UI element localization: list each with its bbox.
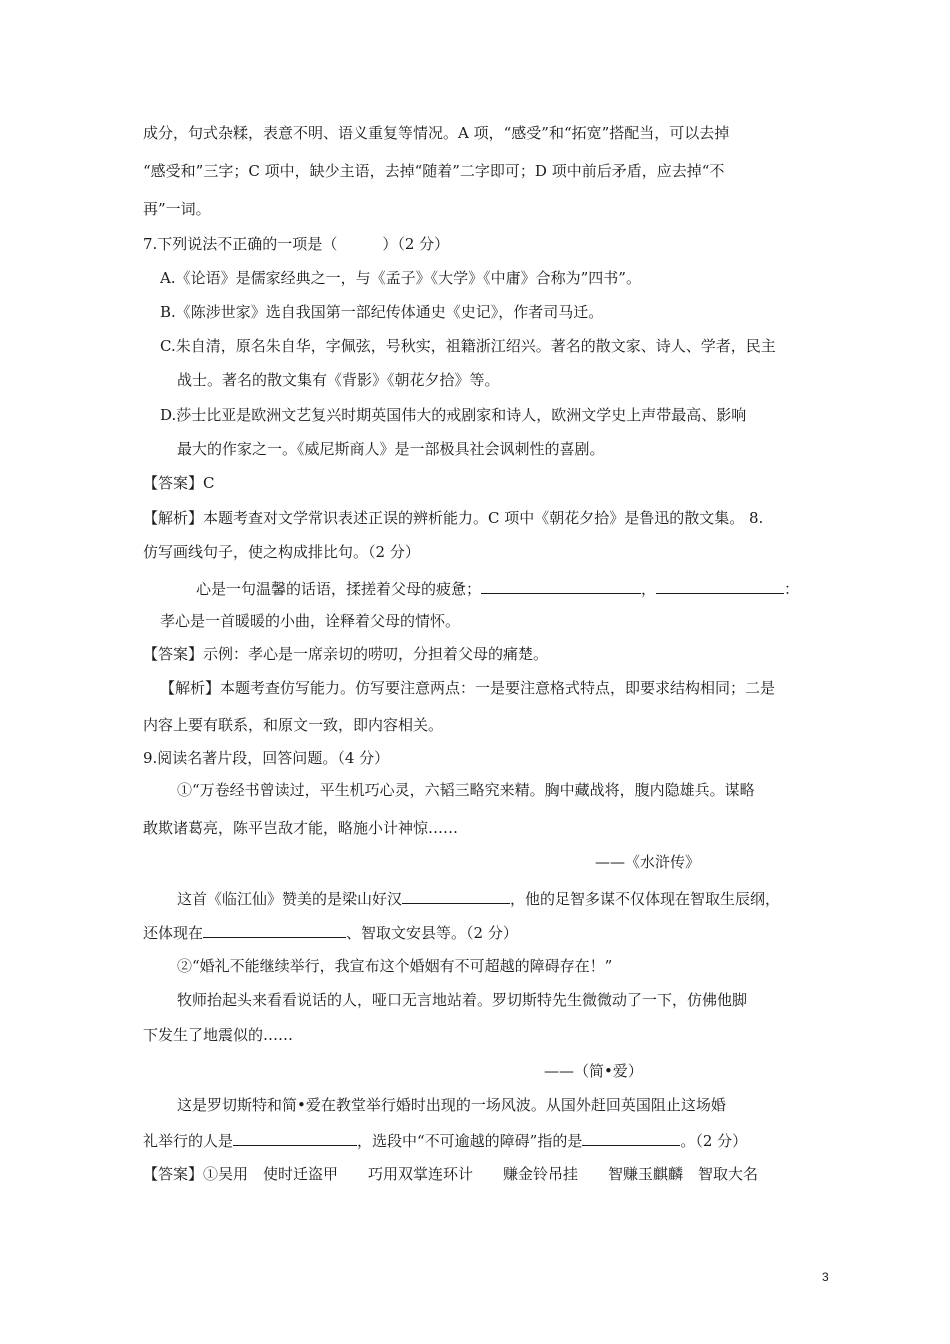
question-text: 还体现在 [143, 924, 204, 942]
excerpt-1-cont: 敢欺诸葛亮，陈平岂敌才能，略施小计神惊…… [143, 819, 459, 837]
excerpt-2-cont: 牧师抬起头来看看说话的人，哑口无言地站着。罗切斯特先生微微动了一下，仿佛他脚 [177, 991, 748, 1009]
question-7: 7.下列说法不正确的一项是（ ）（2 分） [143, 235, 450, 253]
question-text: ，选段中“不可逾越的障碍”指的是 [357, 1132, 583, 1150]
analysis-8: 【解析】本题考查仿写能力。仿写要注意两点：一是要注意格式特点，即要求结构相同；二是 [160, 679, 776, 697]
question-text: 、智取文安县等。（2 分） [346, 924, 518, 942]
question-9: 9.阅读名著片段，回答问题。（4 分） [143, 749, 390, 767]
question-9-1 [177, 888, 780, 909]
comma: ， [641, 580, 657, 598]
imitation-line [196, 578, 799, 599]
option-c-cont: 战士。著名的散文集有《背影》《朝花夕拾》等。 [177, 371, 500, 389]
answer-blank[interactable] [481, 578, 641, 594]
text-line: 孝心是一首暖暖的小曲，诠释着父母的情怀。 [160, 612, 461, 630]
option-b: B.《陈涉世家》选自我国第一部纪传体通史《史记》，作者司马迁。 [160, 303, 604, 321]
question-text: 这首《临江仙》赞美的是梁山好汉 [177, 890, 403, 908]
option-a: A.《论语》是儒家经典之一，与《孟子》《大学》《中庸》合称为”四书”。 [160, 269, 641, 287]
answer-blank[interactable] [582, 1130, 680, 1146]
answer-blank[interactable] [402, 888, 510, 904]
excerpt-2: ②“婚礼不能继续举行，我宣布这个婚姻有不可超越的障碍存在！” [177, 957, 613, 975]
option-d: D.莎士比亚是欧洲文艺复兴时期英国伟大的戒剧家和诗人，欧洲文学史上声带最高、影响 [160, 406, 747, 424]
source-shuihu: ——《水浒传》 [595, 853, 701, 871]
answer-7: 【答案】C [143, 474, 215, 492]
analysis-7: 【解析】本题考查对文学常识表述正误的辨析能力。C 项中《朝花夕拾》是鲁迅的散文集。 8. [143, 509, 764, 527]
option-c: C.朱自清，原名朱自华，字佩弦，号秋实，祖籍浙江绍兴。著名的散文家、诗人、学者，民主 [160, 337, 776, 355]
text-line: 下发生了地震似的…… [143, 1026, 294, 1044]
colon: ： [784, 580, 800, 598]
text-line: 内容上要有联系，和原文一致，即内容相关。 [143, 716, 444, 734]
text-line: 成分，句式杂糅，表意不明、语义重复等情况。A 项，“感受”和“拓宽”搭配当，可以去掉 [143, 124, 730, 142]
text-line: “感受和”三字；C 项中，缺少主语，去掉“随着”二字即可；D 项中前后矛盾，应去掉“不 [143, 162, 725, 180]
question-9-2-cont [143, 1130, 747, 1151]
source-jane-eyre: ——（简•爱） [544, 1062, 643, 1080]
question-9-2: 这是罗切斯特和简•爱在教堂举行婚时出现的一场风波。从国外赶回英国阻止这场婚 [177, 1096, 726, 1114]
page-number: 3 [822, 1270, 829, 1284]
question-9-1-cont [143, 922, 518, 943]
excerpt-1: ①“万卷经书曾读过，平生机巧心灵，六韬三略究来精。胸中藏战将，腹内隐雄兵。谋略 [177, 781, 755, 799]
option-d-cont: 最大的作家之一。《威尼斯商人》是一部极具社会讽刺性的喜剧。 [177, 440, 605, 458]
text-line: 再”一词。 [143, 200, 211, 218]
question-text: 礼举行的人是 [143, 1132, 234, 1150]
question-text: 。（2 分） [680, 1132, 748, 1150]
question-text: ，他的足智多谋不仅体现在智取生辰纲， [510, 890, 781, 908]
imitation-text: 心是一句温馨的话语，揉搓着父母的疲惫； [196, 580, 482, 598]
question-8: 仿写画线句子，使之构成排比句。（2 分） [143, 543, 420, 561]
answer-8: 【答案】示例：孝心是一席亲切的唠叨，分担着父母的痛楚。 [143, 645, 549, 663]
answer-blank[interactable] [656, 578, 784, 594]
answer-blank[interactable] [203, 922, 346, 938]
answer-blank[interactable] [233, 1130, 357, 1146]
answer-9: 【答案】①吴用 使时迁盗甲 巧用双掌连环计 赚金铃吊挂 智赚玉麒麟 智取大名 [143, 1165, 759, 1183]
